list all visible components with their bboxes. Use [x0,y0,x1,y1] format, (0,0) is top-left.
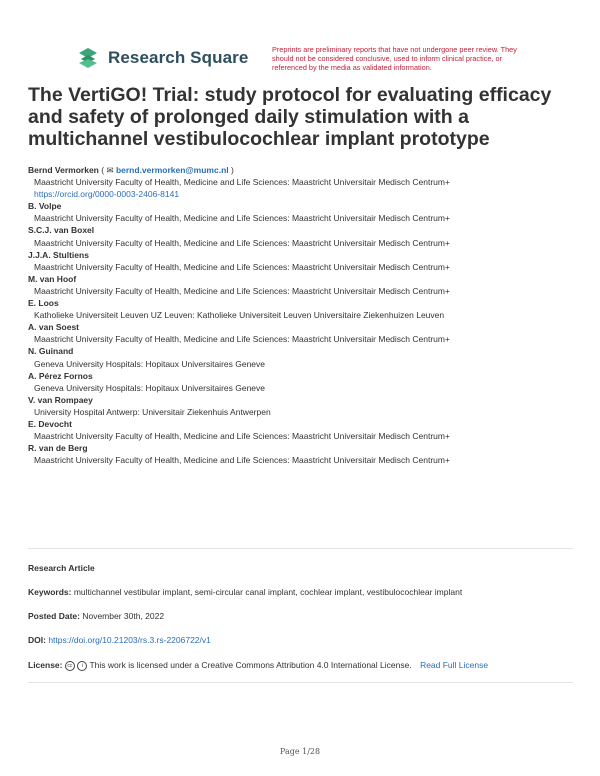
article-type: Research Article [28,563,95,573]
brand-name: Research Square [108,48,249,67]
author-name: N. Guinand [28,346,74,357]
divider [28,548,573,549]
author-affiliation: University Hospital Antwerp: Universitair Ziekenhuis Antwerpen [34,406,271,417]
author-affiliation: Maastricht University Faculty of Health, Medicine and Life Sciences: Maastricht Universitair Medisch Centrum+ [34,455,450,466]
author-name: J.J.A. Stultiens [28,249,89,260]
author-affiliation: Maastricht University Faculty of Health, Medicine and Life Sciences: Maastricht Universitair Medisch Centrum+ [34,334,450,345]
preprint-notice: Preprints are preliminary reports that have not undergone peer review. They should not be considered conclusive, used to inform clinical practice, or referenced by the media as validated information. [272,45,517,72]
author-affiliation: Katholieke Universiteit Leuven UZ Leuven: Katholieke Universiteit Leuven Universitaire Ziekenhuizen Leuven [34,310,445,321]
author-list [28,164,576,466]
author-affiliation: Maastricht University Faculty of Health, Medicine and Life Sciences: Maastricht Universitair Medisch Centrum+ [34,431,450,442]
author-name: A. Pérez Fornos [28,370,93,381]
read-full-license-link[interactable]: Read Full License [420,660,489,670]
author-name: A. van Soest [28,322,80,333]
posted-date: November 30th, 2022 [82,611,165,621]
doi-label: DOI: [28,635,46,645]
author-affiliation: Maastricht University Faculty of Health, Medicine and Life Sciences: Maastricht Universitair Medisch Centrum+ [34,213,450,224]
author-name: Bernd Vermorken [28,165,99,175]
brand-logo[interactable] [76,45,248,71]
keywords-value: multichannel vestibular implant, semi-circular canal implant, cochlear implant, vestibulocochlear implant [73,587,463,597]
author-affiliation: Maastricht University Faculty of Health, Medicine and Life Sciences: Maastricht Universitair Medisch Centrum+ [34,237,450,248]
keywords-label: Keywords: [28,587,72,597]
author-orcid-link[interactable]: https://orcid.org/0000-0003-2406-8141 [34,189,180,200]
author-entry: Bernd Vermorken ( ✉ bernd.vermorken@mumc.nl ) [28,165,234,175]
posted-label: Posted Date: [28,611,80,621]
page-number: Page 1/28 [279,747,321,756]
author-name: E. Loos [28,298,59,309]
author-name: S.C.J. van Boxel [28,225,95,236]
author-affiliation: Maastricht University Faculty of Health, Medicine and Life Sciences: Maastricht Universitair Medisch Centrum+ [34,177,450,188]
license-text: This work is licensed under a Creative Commons Attribution 4.0 International License. [89,660,412,670]
research-square-logo-icon [76,45,102,71]
author-name: M. van Hoof [28,273,77,284]
author-name: R. van de Berg [28,443,88,454]
doi-line [28,635,211,645]
author-affiliation: Maastricht University Faculty of Health, Medicine and Life Sciences: Maastricht Universitair Medisch Centrum+ [34,261,450,272]
license-line [28,660,488,671]
author-email-link[interactable]: bernd.vermorken@mumc.nl [115,165,229,175]
author-name: E. Devocht [28,418,72,429]
doi-link[interactable]: https://doi.org/10.21203/rs.3.rs-2206722/v1 [48,635,211,645]
author-name: B. Volpe [28,201,62,212]
posted-date-line [28,611,164,621]
email-icon: ✉ [106,165,114,175]
author-affiliation: Maastricht University Faculty of Health, Medicine and Life Sciences: Maastricht Universitair Medisch Centrum+ [34,285,450,296]
divider [28,682,573,683]
author-name: V. van Rompaey [28,394,93,405]
keywords-line [28,587,462,597]
license-label: License: [28,660,63,670]
author-affiliation: Geneva University Hospitals: Hopitaux Universitaires Geneve [34,382,266,393]
cc-icon: cc [65,661,75,671]
by-icon: i [77,661,87,671]
paper-title: The VertiGO! Trial: study protocol for evaluating efficacy and safety of prolonged daily stimulation with a multichannel vestibulocochlear implant prototype [28,84,552,150]
author-affiliation: Geneva University Hospitals: Hopitaux Universitaires Geneve [34,358,266,369]
